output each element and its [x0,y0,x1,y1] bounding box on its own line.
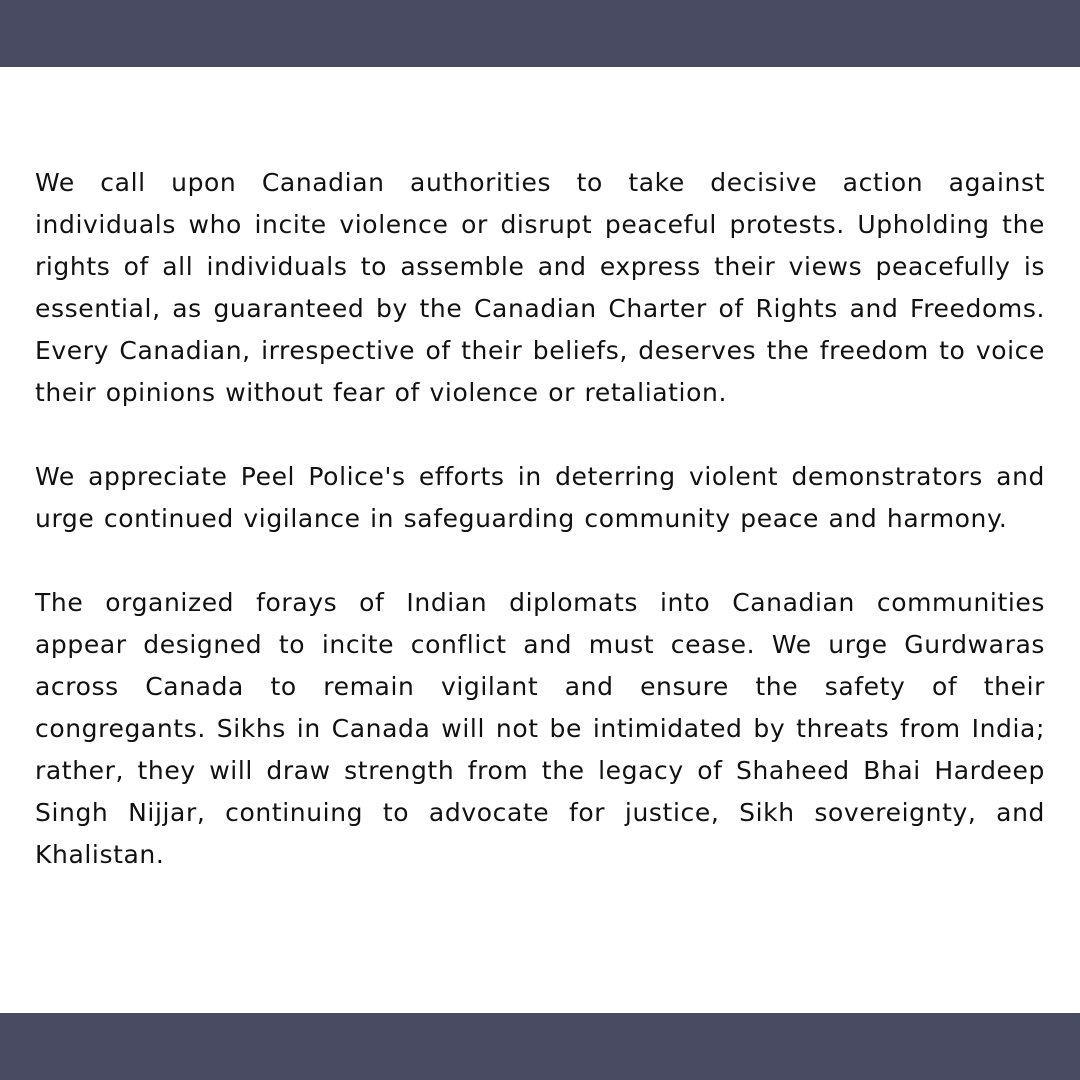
paragraph-peel-police: We appreciate Peel Police's efforts in deterring violent demonstrators and urge continued vigilance in safeguarding community peace and harmony. [35,462,1045,533]
paragraph-diplomats: The organized forays of Indian diplomats into Canadian communities appear designed to incite conflict and must cease. We urge Gurdwaras across Canada to remain vigilant and ensure the safety of their congregants. Sikhs in Canada will not be intimidated by threats from India; rather, they will draw strength from the legacy of Shaheed Bhai Hardeep Singh Nijjar, continuing to advocate for justice, Sikh sovereignty, and Khalistan. [35,588,1045,869]
paragraph-authorities: We call upon Canadian authorities to take decisive action against individuals who incite violence or disrupt peaceful protests. Upholding the rights of all individuals to assemble and express their views peacefully is essential, as guaranteed by the Canadian Charter of Rights and Freedoms. Every Canadian, irrespective of their beliefs, deserves the freedom to voice their opinions without fear of violence or retaliation. [35,168,1045,407]
top-band [0,0,1080,67]
statement-body [35,162,1045,876]
bottom-band [0,1013,1080,1080]
